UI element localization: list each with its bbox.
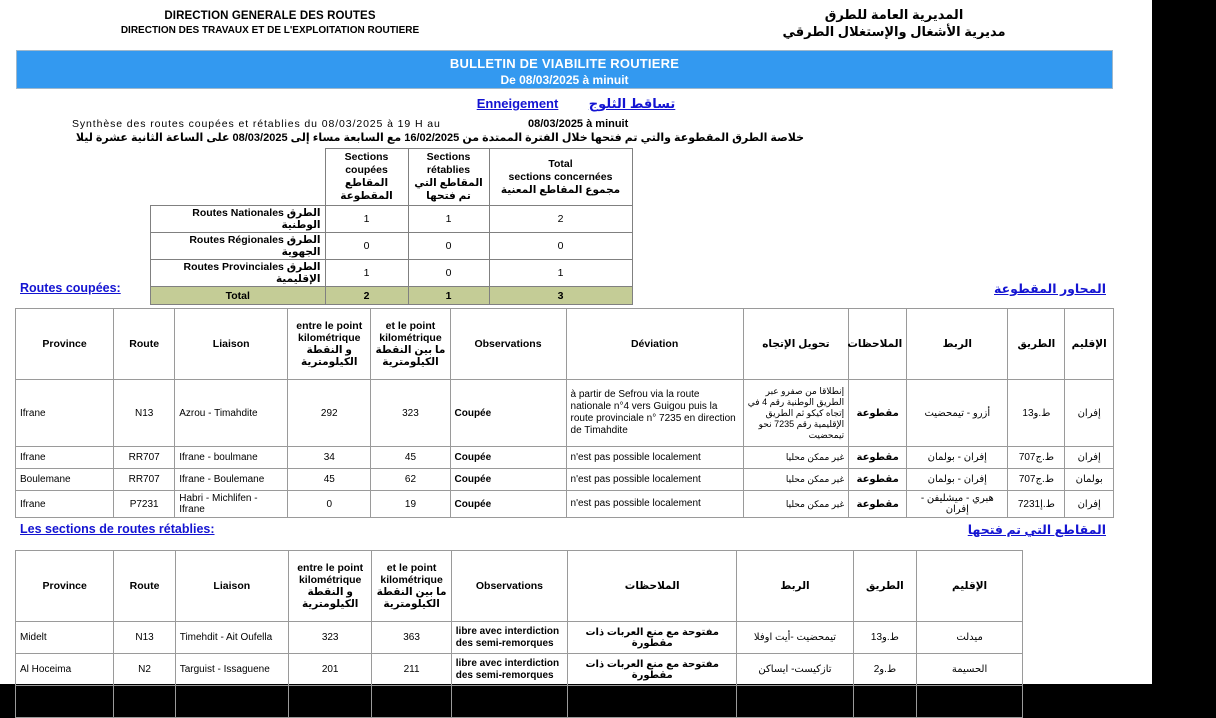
masthead [0, 0, 1152, 54]
coupees-r3-rabt: هبري - ميشليفن - إفران [907, 491, 1008, 518]
retablies-th-tariq-text: الطريق [866, 580, 904, 592]
coupees-r0-province: Ifrane [16, 380, 114, 447]
retablies-th-pk-to-fr1: et le point [386, 562, 437, 574]
summary-label-provinciales [151, 260, 326, 287]
retablies-r1-observations: libre avec interdiction des semi-remorques [451, 654, 567, 686]
retablies-r1-pk-from: 201 [288, 654, 372, 686]
retablies-r0-rabt: تيمحضيت -أيت اوفلا [737, 622, 853, 654]
coupees-r0-observations: Coupée [450, 380, 566, 447]
table-row [16, 447, 1114, 469]
retablies-th-pk-to-ar1: ما بين النقطة [376, 586, 447, 598]
summary-nationales-retablies: 1 [408, 206, 489, 233]
retablies-r2-province [16, 686, 114, 718]
coupees-th-province: Province [16, 309, 114, 380]
coupees-r3-tariq: ط.إ7231 [1008, 491, 1065, 518]
retablies-th-pk-from [288, 551, 372, 622]
coupees-r1-province: Ifrane [16, 447, 114, 469]
summary-header-total [489, 149, 632, 206]
summary-header-total-fr2: sections concernées [508, 170, 613, 183]
retablies-r0-pk-from: 323 [288, 622, 372, 654]
retablies-th-route: Route [114, 551, 175, 622]
summary-regionales-coupees: 0 [325, 233, 408, 260]
retablies-r0-observations: libre avec interdiction des semi-remorques [451, 622, 567, 654]
coupees-th-tahwil [743, 309, 848, 380]
coupees-r1-observations: Coupée [450, 447, 566, 469]
summary-header-coupees-fr1: Sections [344, 151, 389, 163]
summary-nationales-total: 2 [489, 206, 632, 233]
summary-header-total-fr1: Total [548, 157, 573, 170]
bulletin-banner [16, 50, 1113, 89]
coupees-r2-mulahazat: مقطوعة [849, 469, 907, 491]
org-name-fr: DIRECTION GENERALE DES ROUTES [164, 10, 376, 22]
retablies-th-iqlim-text: الإقليم [952, 580, 988, 592]
retablies-r1-province: Al Hoceima [16, 654, 114, 686]
synthesis-date: 08/03/2025 à minuit [528, 118, 629, 130]
coupees-th-mulahazat-text: الملاحظات [847, 338, 903, 350]
summary-provinciales-coupees: 1 [325, 260, 408, 287]
retablies-r0-pk-to: 363 [372, 622, 451, 654]
retablies-th-tariq [853, 551, 916, 622]
coupees-th-tahwil-text: تحويل الإتجاه [762, 338, 830, 350]
coupees-th-pk-to-ar1: ما بين النقطة [375, 344, 446, 356]
table-row [16, 491, 1114, 518]
retablies-r0-mulahazat: مفتوحة مع منع العربات ذات مقطورة [568, 622, 737, 654]
coupees-r3-tahwil: غير ممكن محليا [743, 491, 848, 518]
summary-label-provinciales-fr: Routes Provinciales [183, 261, 284, 273]
routes-retablies-table [15, 550, 1023, 718]
retablies-th-pk-to-fr2: kilométrique [380, 574, 443, 586]
summary-regionales-retablies: 0 [408, 233, 489, 260]
summary-header-coupees-fr2: coupées [345, 164, 388, 176]
coupees-r3-mulahazat: مقطوعة [849, 491, 907, 518]
retablies-th-mulahazat-text: الملاحظات [624, 580, 680, 592]
retablies-th-liaison: Liaison [175, 551, 288, 622]
coupees-r1-liaison: Ifrane - boulmane [175, 447, 288, 469]
coupees-th-mulahazat [849, 309, 907, 380]
summary-header-retablies-fr1: Sections [426, 151, 471, 163]
coupees-r3-province: Ifrane [16, 491, 114, 518]
retablies-th-mulahazat [568, 551, 737, 622]
coupees-th-liaison: Liaison [175, 309, 288, 380]
coupees-th-pk-to-fr2: kilométrique [379, 332, 442, 344]
coupees-r1-rabt: إفران - بولمان [907, 447, 1008, 469]
retablies-th-pk-to-ar2: الكيلومترية [383, 598, 440, 610]
synthesis-text-fr: Synthèse des routes coupées et rétablies du 08/03/2025 à 19 H au [72, 118, 441, 130]
retablies-r1-pk-to: 211 [372, 654, 451, 686]
coupees-th-pk-from-ar1: و النقطة [306, 344, 352, 356]
summary-table [150, 148, 633, 305]
summary-header-coupees-ar: المقاطع المقطوعة [340, 177, 393, 202]
summary-provinciales-retablies: 0 [408, 260, 489, 287]
retablies-r2-route [114, 686, 175, 718]
coupees-th-route: Route [114, 309, 175, 380]
summary-nationales-coupees: 1 [325, 206, 408, 233]
summary-regionales-total: 0 [489, 233, 632, 260]
retablies-r2-rabt [737, 686, 853, 718]
summary-total-total: 3 [489, 287, 632, 305]
summary-row-nationales [151, 206, 633, 233]
table-row [16, 622, 1023, 654]
coupees-r2-deviation: n'est pas possible localement [566, 469, 743, 491]
summary-row-total [151, 287, 633, 305]
synthesis-text-ar: خلاصة الطرق المقطوعة والتي تم فتحها خلال الفترة الممتدة من 16/02/2025 مع السابعة مساء إلى 08/03/2025 على الساعة الثانية عشرة ليلا [75, 132, 804, 144]
summary-header-total-ar: مجموع المقاطع المعنية [500, 183, 621, 196]
retablies-r0-liaison: Timehdit - Ait Oufella [175, 622, 288, 654]
coupees-r3-pk-from: 0 [288, 491, 371, 518]
coupees-r1-deviation: n'est pas possible localement [566, 447, 743, 469]
retablies-r0-route: N13 [114, 622, 175, 654]
retablies-th-rabt-text: الربط [780, 580, 810, 592]
org-subtitle-ar: مديرية الأشغال والإستغلال الطرقي [782, 24, 1006, 39]
retablies-r2-tariq [853, 686, 916, 718]
coupees-r1-iqlim: إفران [1065, 447, 1114, 469]
coupees-th-tariq-text: الطريق [1017, 338, 1056, 350]
coupees-r2-tariq: ط.ج707 [1008, 469, 1065, 491]
enneigement-label-fr[interactable]: Enneigement [476, 96, 559, 112]
coupees-r2-province: Boulemane [16, 469, 114, 491]
coupees-th-iqlim-text: الإقليم [1071, 338, 1107, 350]
coupees-r1-tariq: ط.ج707 [1008, 447, 1065, 469]
coupees-r2-iqlim: بولمان [1065, 469, 1114, 491]
coupees-r0-tariq: ط.و13 [1008, 380, 1065, 447]
retablies-th-pk-to [372, 551, 451, 622]
retablies-r2-observations: libre avec interdiction [451, 686, 567, 718]
summary-header-coupees [325, 149, 408, 206]
coupees-r2-liaison: Ifrane - Boulemane [175, 469, 288, 491]
coupees-r0-pk-to: 323 [371, 380, 450, 447]
summary-corner-cell [151, 149, 326, 206]
coupees-r0-tahwil: إنطلاقا من صفرو عبر الطريق الوطنية رقم 4 في إتجاه كيكو ثم الطريق الإقليمية رقم 7235 نحو تيمحضيت [743, 380, 848, 447]
summary-header-retablies [408, 149, 489, 206]
coupees-th-pk-to [371, 309, 450, 380]
summary-label-regionales-fr: Routes Régionales [189, 234, 284, 246]
coupees-r3-liaison: Habri - Michlifen - Ifrane [175, 491, 288, 518]
retablies-r2-liaison [175, 686, 288, 718]
coupees-r2-observations: Coupée [450, 469, 566, 491]
coupees-r0-liaison: Azrou - Timahdite [175, 380, 288, 447]
coupees-th-pk-from-fr1: entre le point [296, 320, 363, 332]
coupees-th-observations: Observations [450, 309, 566, 380]
table-row [16, 469, 1114, 491]
retablies-r0-province: Midelt [16, 622, 114, 654]
coupees-r0-route: N13 [114, 380, 175, 447]
coupees-r2-rabt: إفران - بولمان [907, 469, 1008, 491]
retablies-header-row [16, 551, 1023, 622]
coupees-r0-mulahazat: مقطوعة [849, 380, 907, 447]
coupees-r3-route: P7231 [114, 491, 175, 518]
summary-total-coupees: 2 [325, 287, 408, 305]
retablies-r2-pk-to [372, 686, 451, 718]
retablies-r0-iqlim: ميدلت [917, 622, 1023, 654]
link-routes-retablies-ar[interactable]: المقاطع التي تم فتحها [967, 523, 1106, 537]
coupees-r3-iqlim: إفران [1065, 491, 1114, 518]
coupees-th-tariq [1008, 309, 1065, 380]
coupees-r1-tahwil: غير ممكن محليا [743, 447, 848, 469]
retablies-th-pk-from-ar1: و النقطة [307, 586, 353, 598]
coupees-r1-pk-to: 45 [371, 447, 450, 469]
summary-total-retablies: 1 [408, 287, 489, 305]
coupees-r1-route: RR707 [114, 447, 175, 469]
retablies-th-rabt [737, 551, 853, 622]
coupees-th-pk-from-fr2: kilométrique [298, 332, 361, 344]
summary-provinciales-total: 1 [489, 260, 632, 287]
masthead-french [30, 9, 510, 38]
org-name-ar: المديرية العامة للطرق [824, 7, 964, 22]
bulletin-date: De 08/03/2025 à minuit [500, 73, 629, 87]
retablies-th-pk-from-fr1: entre le point [297, 562, 364, 574]
retablies-r1-route: N2 [114, 654, 175, 686]
coupees-r3-deviation: n'est pas possible localement [566, 491, 743, 518]
coupees-r2-tahwil: غير ممكن محليا [743, 469, 848, 491]
retablies-th-iqlim [917, 551, 1023, 622]
coupees-r0-rabt: أزرو - تيمحضيت [907, 380, 1008, 447]
summary-label-nationales [151, 206, 326, 233]
link-routes-coupees-ar[interactable]: المحاور المقطوعة [994, 282, 1106, 296]
summary-label-regionales [151, 233, 326, 260]
retablies-r0-tariq: ط.و13 [853, 622, 916, 654]
summary-header-row [151, 149, 633, 206]
org-subtitle-fr: DIRECTION DES TRAVAUX ET DE L'EXPLOITATION ROUTIERE [120, 25, 420, 36]
routes-coupees-table [15, 308, 1114, 518]
coupees-header-row [16, 309, 1114, 380]
table-row [16, 654, 1023, 686]
summary-total-label: Total [151, 287, 326, 305]
summary-label-regionales-ar: الطرق الجهوية [281, 234, 321, 258]
retablies-r1-tariq: ط.و2 [853, 654, 916, 686]
summary-row-regionales [151, 233, 633, 260]
summary-label-provinciales-ar: الطرق الإقليمية [275, 261, 321, 285]
retablies-r2-mulahazat [568, 686, 737, 718]
coupees-th-rabt-text: الربط [942, 338, 972, 350]
table-row [16, 686, 1023, 718]
bulletin-title: BULLETIN DE VIABILITE ROUTIERE [449, 56, 680, 71]
retablies-r1-rabt: تازكيست- ايساكن [737, 654, 853, 686]
black-gutter [1152, 0, 1216, 684]
retablies-r1-mulahazat: مفتوحة مع منع العربات ذات مقطورة [568, 654, 737, 686]
coupees-r1-mulahazat: مقطوعة [849, 447, 907, 469]
retablies-th-pk-from-ar2: الكيلومترية [301, 598, 359, 610]
link-routes-coupees-fr[interactable]: Routes coupées: [20, 281, 121, 295]
summary-label-nationales-fr: Routes Nationales [192, 207, 284, 219]
coupees-r1-pk-from: 34 [288, 447, 371, 469]
coupees-th-pk-to-ar2: الكيلومترية [382, 356, 439, 368]
summary-label-nationales-ar: الطرق الوطنية [281, 207, 321, 231]
coupees-th-iqlim [1065, 309, 1114, 380]
retablies-r1-liaison: Targuist - Issaguene [175, 654, 288, 686]
coupees-th-pk-from-ar2: الكيلومترية [301, 356, 358, 368]
retablies-th-observations: Observations [451, 551, 567, 622]
summary-header-retablies-ar: المقاطع التي تم فتحها [414, 177, 483, 202]
coupees-r0-pk-from: 292 [288, 380, 371, 447]
summary-header-retablies-fr2: rétablies [426, 164, 471, 176]
coupees-r0-deviation: à partir de Sefrou via la route nationale n°4 vers Guigou puis la route provinciale n° 7235 en direction de Timahdite [566, 380, 743, 447]
coupees-th-pk-from [288, 309, 371, 380]
retablies-r2-pk-from [288, 686, 372, 718]
coupees-r2-pk-from: 45 [288, 469, 371, 491]
retablies-r2-iqlim [917, 686, 1023, 718]
enneigement-heading [0, 95, 1152, 113]
retablies-th-pk-from-fr2: kilométrique [298, 574, 362, 586]
coupees-r2-pk-to: 62 [371, 469, 450, 491]
retablies-th-province: Province [16, 551, 114, 622]
retablies-r1-iqlim: الحسيمة [917, 654, 1023, 686]
coupees-th-pk-to-fr1: et le point [385, 320, 436, 332]
table-row [16, 380, 1114, 447]
coupees-r2-route: RR707 [114, 469, 175, 491]
coupees-r3-observations: Coupée [450, 491, 566, 518]
masthead-arabic [684, 6, 1104, 40]
coupees-th-deviation: Déviation [566, 309, 743, 380]
enneigement-label-ar[interactable]: تساقط الثلوج [588, 95, 676, 111]
coupees-r0-iqlim: إفران [1065, 380, 1114, 447]
coupees-r3-pk-to: 19 [371, 491, 450, 518]
coupees-th-rabt [907, 309, 1008, 380]
link-routes-retablies-fr[interactable]: Les sections de routes rétablies: [20, 522, 215, 536]
summary-row-provinciales [151, 260, 633, 287]
